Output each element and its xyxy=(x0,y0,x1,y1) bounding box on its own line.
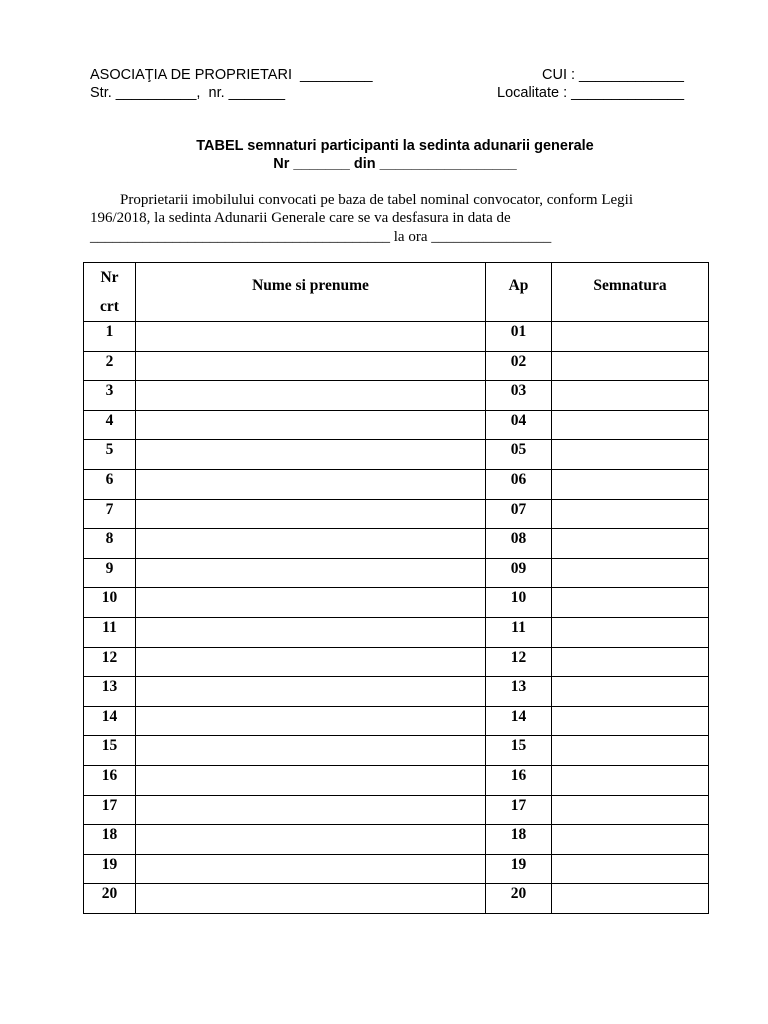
apartment-cell: 05 xyxy=(486,440,552,470)
table-row xyxy=(84,529,709,559)
apartment-cell: 10 xyxy=(486,588,552,618)
apartment-cell: 14 xyxy=(486,706,552,736)
row-number-cell: 11 xyxy=(84,617,136,647)
intro-paragraph-line-2: 196/2018, la sedinta Adunarii Generale care se va desfasura in data de xyxy=(90,210,511,226)
header-nr-crt xyxy=(84,263,136,322)
apartment-cell: 20 xyxy=(486,884,552,914)
row-number-cell: 12 xyxy=(84,647,136,677)
signature-cell xyxy=(552,322,709,352)
apartment-cell: 04 xyxy=(486,410,552,440)
signature-cell xyxy=(552,706,709,736)
row-number-cell: 4 xyxy=(84,410,136,440)
row-number-cell: 14 xyxy=(84,706,136,736)
header-nr: Nr xyxy=(100,269,119,286)
signature-cell xyxy=(552,558,709,588)
header-ap: Ap xyxy=(486,263,552,322)
name-cell xyxy=(136,854,486,884)
signature-cell xyxy=(552,884,709,914)
table-row xyxy=(84,884,709,914)
signature-cell xyxy=(552,854,709,884)
row-number-cell: 13 xyxy=(84,677,136,707)
apartment-cell: 11 xyxy=(486,617,552,647)
row-number-cell: 2 xyxy=(84,351,136,381)
signature-cell xyxy=(552,529,709,559)
table-row xyxy=(84,558,709,588)
table-row xyxy=(84,440,709,470)
name-cell xyxy=(136,677,486,707)
table-row xyxy=(84,410,709,440)
signature-cell xyxy=(552,617,709,647)
apartment-cell: 02 xyxy=(486,351,552,381)
apartment-cell: 06 xyxy=(486,469,552,499)
signature-table xyxy=(83,262,709,914)
row-number-cell: 17 xyxy=(84,795,136,825)
apartment-cell: 13 xyxy=(486,677,552,707)
table-row xyxy=(84,588,709,618)
row-number-cell: 7 xyxy=(84,499,136,529)
row-number-cell: 18 xyxy=(84,825,136,855)
table-row xyxy=(84,854,709,884)
header-name: Nume si prenume xyxy=(136,263,486,322)
table-row xyxy=(84,617,709,647)
table-row xyxy=(84,351,709,381)
row-number-cell: 20 xyxy=(84,884,136,914)
apartment-cell: 12 xyxy=(486,647,552,677)
apartment-cell: 08 xyxy=(486,529,552,559)
row-number-cell: 10 xyxy=(84,588,136,618)
signature-cell xyxy=(552,825,709,855)
table-row xyxy=(84,765,709,795)
signature-cell xyxy=(552,381,709,411)
table-row xyxy=(84,469,709,499)
row-number-cell: 1 xyxy=(84,322,136,352)
table-row xyxy=(84,736,709,766)
name-cell xyxy=(136,706,486,736)
row-number-cell: 8 xyxy=(84,529,136,559)
row-number-cell: 16 xyxy=(84,765,136,795)
intro-paragraph-line-3: ________________________________________ la ora ________________ xyxy=(90,229,552,245)
signature-cell xyxy=(552,499,709,529)
signature-cell xyxy=(552,677,709,707)
apartment-cell: 17 xyxy=(486,795,552,825)
apartment-cell: 07 xyxy=(486,499,552,529)
table-row xyxy=(84,825,709,855)
apartment-cell: 19 xyxy=(486,854,552,884)
header-crt: crt xyxy=(100,298,119,315)
document-number-line: Nr _______ din _________________ xyxy=(273,156,517,172)
table-row xyxy=(84,795,709,825)
name-cell xyxy=(136,795,486,825)
name-cell xyxy=(136,381,486,411)
apartment-cell: 03 xyxy=(486,381,552,411)
name-cell xyxy=(136,765,486,795)
cui-line: CUI : _____________ xyxy=(542,67,684,83)
apartment-cell: 01 xyxy=(486,322,552,352)
name-cell xyxy=(136,410,486,440)
signature-cell xyxy=(552,351,709,381)
name-cell xyxy=(136,588,486,618)
apartment-cell: 15 xyxy=(486,736,552,766)
name-cell xyxy=(136,469,486,499)
table-row xyxy=(84,677,709,707)
intro-paragraph-line-1: Proprietarii imobilului convocati pe baza de tabel nominal convocator, conform Legii xyxy=(120,192,633,208)
row-number-cell: 6 xyxy=(84,469,136,499)
signature-cell xyxy=(552,588,709,618)
association-line: ASOCIAŢIA DE PROPRIETARI _________ xyxy=(90,67,373,83)
name-cell xyxy=(136,440,486,470)
apartment-cell: 18 xyxy=(486,825,552,855)
document-title: TABEL semnaturi participanti la sedinta adunarii generale xyxy=(196,138,594,154)
table-row xyxy=(84,706,709,736)
row-number-cell: 5 xyxy=(84,440,136,470)
signature-cell xyxy=(552,795,709,825)
apartment-cell: 16 xyxy=(486,765,552,795)
name-cell xyxy=(136,884,486,914)
table-row xyxy=(84,322,709,352)
table-header-row xyxy=(84,263,709,322)
signature-cell xyxy=(552,736,709,766)
signature-cell xyxy=(552,647,709,677)
name-cell xyxy=(136,322,486,352)
table-row xyxy=(84,647,709,677)
signature-cell xyxy=(552,765,709,795)
localitate-line: Localitate : ______________ xyxy=(497,85,685,101)
street-line: Str. __________, nr. _______ xyxy=(90,85,286,101)
header-signature: Semnatura xyxy=(552,263,709,322)
signature-cell xyxy=(552,410,709,440)
name-cell xyxy=(136,499,486,529)
row-number-cell: 15 xyxy=(84,736,136,766)
table-row xyxy=(84,381,709,411)
name-cell xyxy=(136,647,486,677)
name-cell xyxy=(136,617,486,647)
signature-cell xyxy=(552,469,709,499)
row-number-cell: 19 xyxy=(84,854,136,884)
name-cell xyxy=(136,558,486,588)
row-number-cell: 3 xyxy=(84,381,136,411)
name-cell xyxy=(136,736,486,766)
row-number-cell: 9 xyxy=(84,558,136,588)
apartment-cell: 09 xyxy=(486,558,552,588)
name-cell xyxy=(136,825,486,855)
table-row xyxy=(84,499,709,529)
name-cell xyxy=(136,529,486,559)
signature-cell xyxy=(552,440,709,470)
name-cell xyxy=(136,351,486,381)
